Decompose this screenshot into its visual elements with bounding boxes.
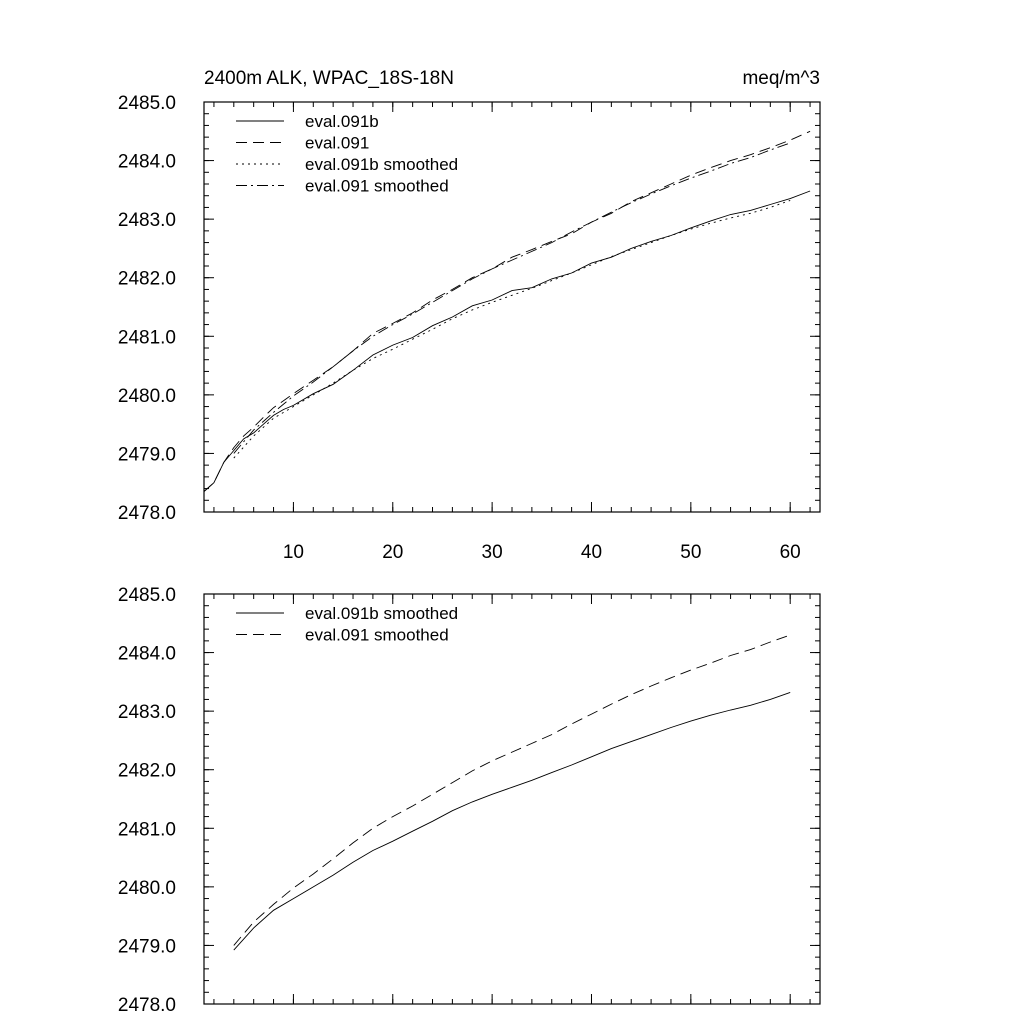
- series-line-eval-091: [204, 131, 810, 491]
- y-tick-label: 2481.0: [117, 819, 176, 841]
- y-tick-label: 2483.0: [117, 210, 176, 232]
- y-tick-label: 2482.0: [117, 760, 176, 782]
- y-tick-label: 2483.0: [117, 702, 176, 724]
- bottom-series-lines: [234, 635, 790, 950]
- y-tick-label: 2484.0: [117, 151, 176, 173]
- y-tick-label: 2478.0: [117, 995, 176, 1016]
- series-line-eval-091b-smoothed: [234, 692, 790, 950]
- x-tick-label: 10: [282, 542, 304, 563]
- series-line-eval-091-smoothed: [234, 635, 790, 945]
- x-tick-label: 20: [382, 542, 404, 563]
- x-tick-label: 30: [481, 542, 503, 563]
- y-tick-label: 2479.0: [117, 936, 176, 958]
- bottom-panel: [118, 585, 820, 1016]
- chart-units: meq/m^3: [742, 68, 820, 89]
- bottom-plot-frame: [204, 594, 820, 1004]
- legend-label-eval-091b-smoothed: eval.091b smoothed: [305, 155, 459, 174]
- bottom-axes-ticks: [118, 585, 820, 1016]
- top-axes-ticks: [118, 93, 820, 563]
- legend-label-eval-091: eval.091: [305, 133, 370, 153]
- x-tick-label: 60: [779, 542, 801, 563]
- series-line-eval-091b-smoothed: [234, 200, 790, 458]
- y-tick-label: 2481.0: [117, 327, 176, 349]
- top-series-lines: [204, 131, 810, 491]
- legend-label-eval-091b-smoothed: eval.091b smoothed: [305, 604, 459, 623]
- legend-label-eval-091-smoothed: eval.091 smoothed: [305, 625, 449, 645]
- legend-label-eval-091-smoothed: eval.091 smoothed: [305, 176, 449, 196]
- top-legend: [236, 112, 458, 196]
- y-tick-label: 2480.0: [117, 385, 176, 407]
- y-tick-label: 2484.0: [117, 643, 176, 665]
- x-tick-label: 40: [580, 542, 603, 563]
- legend-label-eval-091b: eval.091b: [305, 112, 379, 131]
- y-tick-label: 2482.0: [117, 268, 176, 290]
- bottom-legend: [236, 604, 458, 645]
- y-tick-label: 2485.0: [117, 93, 176, 114]
- y-tick-label: 2478.0: [117, 503, 176, 524]
- y-tick-label: 2480.0: [117, 877, 176, 899]
- top-panel: [118, 68, 820, 563]
- series-line-eval-091b: [204, 191, 810, 492]
- x-tick-label: 50: [680, 542, 702, 563]
- chart-title: 2400m ALK, WPAC_18S-18N: [204, 68, 454, 89]
- y-tick-label: 2485.0: [117, 585, 176, 606]
- top-plot-frame: [204, 102, 820, 512]
- y-tick-label: 2479.0: [117, 444, 176, 466]
